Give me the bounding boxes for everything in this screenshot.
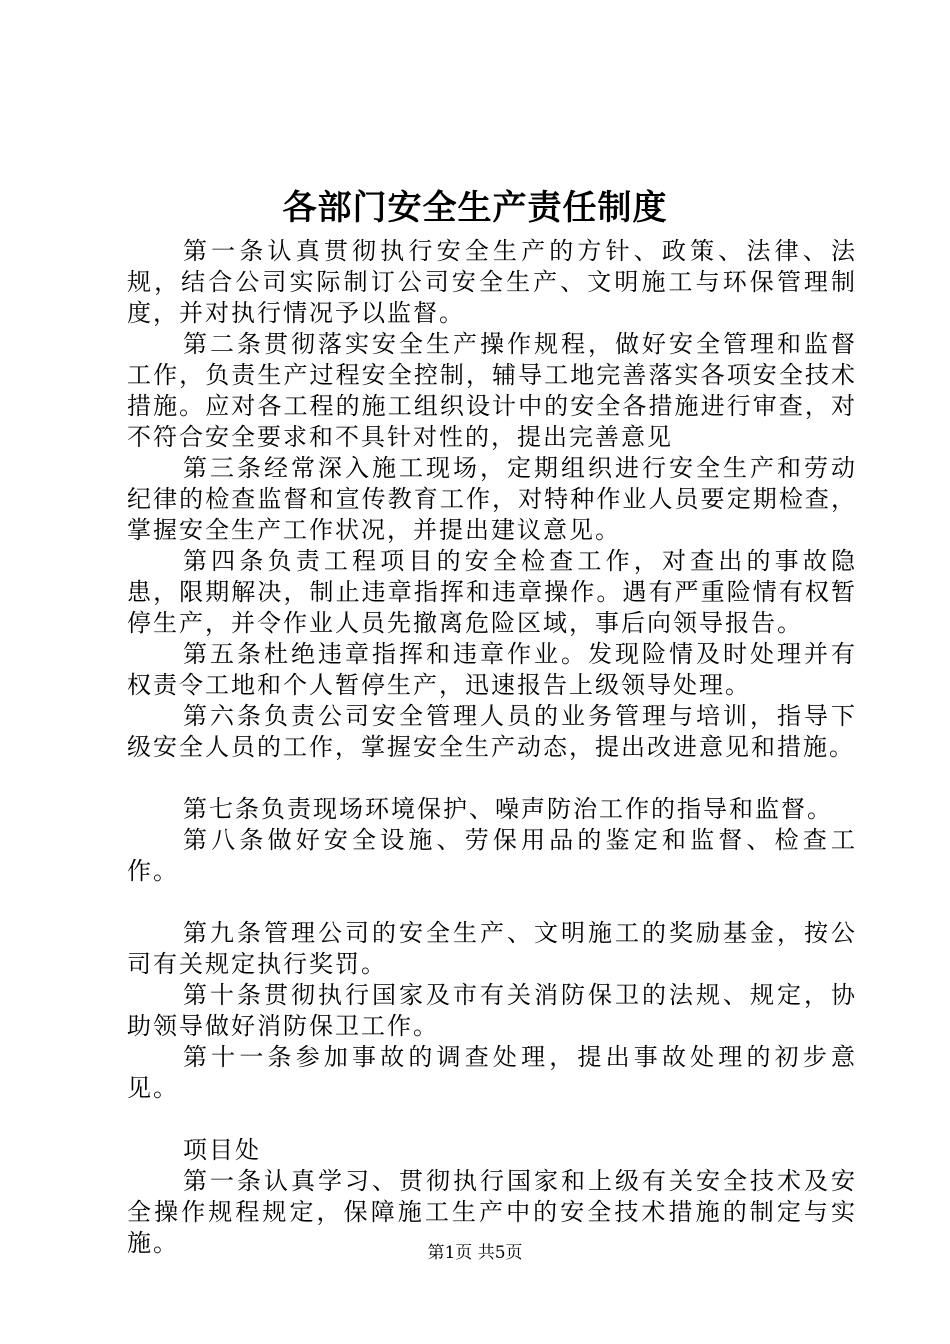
paragraph-article-4: 第四条负责工程项目的安全检查工作，对查出的事故隐患，限期解决，制止违章指挥和违章操作。遇有严重险情有权暂停生产，并令作业人员先撤离危险区域，事后向领导报告。 [127, 547, 857, 637]
paragraph-article-5: 第五条杜绝违章指挥和违章作业。发现险情及时处理并有权责令工地和个人暂停生产，迅速报告上级领导处理。 [127, 640, 857, 699]
paragraph-article-10: 第十条贯彻执行国家及市有关消防保卫的法规、规定，协助领导做好消防保卫工作。 [127, 981, 857, 1040]
paragraph-article-1: 第一条认真贯彻执行安全生产的方针、政策、法律、法规，结合公司实际制订公司安全生产、文明施工与环保管理制度，并对执行情况予以监督。 [127, 237, 857, 327]
paragraph-article-11: 第十一条参加事故的调查处理，提出事故处理的初步意见。 [127, 1043, 857, 1102]
page-footer: 第1页 共5页 [427, 1243, 523, 1263]
section-heading-project-office: 项目处 [183, 1136, 261, 1164]
document-title: 各部门安全生产责任制度 [282, 188, 668, 228]
paragraph-article-3: 第三条经常深入施工现场，定期组织进行安全生产和劳动纪律的检查监督和宣传教育工作，对特种作业人员要定期检查，掌握安全生产工作状况，并提出建议意见。 [127, 454, 857, 544]
paragraph-article-9: 第九条管理公司的安全生产、文明施工的奖励基金，按公司有关规定执行奖罚。 [127, 919, 857, 978]
paragraph-project-article-1: 第一条认真学习、贯彻执行国家和上级有关安全技术及安全操作规程规定，保障施工生产中的安全技术措施的制定与实施。 [127, 1167, 857, 1257]
document-body [127, 236, 857, 1259]
paragraph-article-2: 第二条贯彻落实安全生产操作规程，做好安全管理和监督工作，负责生产过程安全控制，辅导工地完善落实各项安全技术措施。应对各工程的施工组织设计中的安全各措施进行审查，对不符合安全要求和不具针对性的，提出完善意见 [127, 330, 857, 451]
paragraph-article-7: 第七条负责现场环境保护、噪声防治工作的指导和监督。 [183, 795, 833, 823]
paragraph-article-6: 第六条负责公司安全管理人员的业务管理与培训，指导下级安全人员的工作，掌握安全生产动态，提出改进意见和措施。 [127, 702, 857, 761]
paragraph-article-8: 第八条做好安全设施、劳保用品的鉴定和监督、检查工作。 [127, 826, 857, 885]
